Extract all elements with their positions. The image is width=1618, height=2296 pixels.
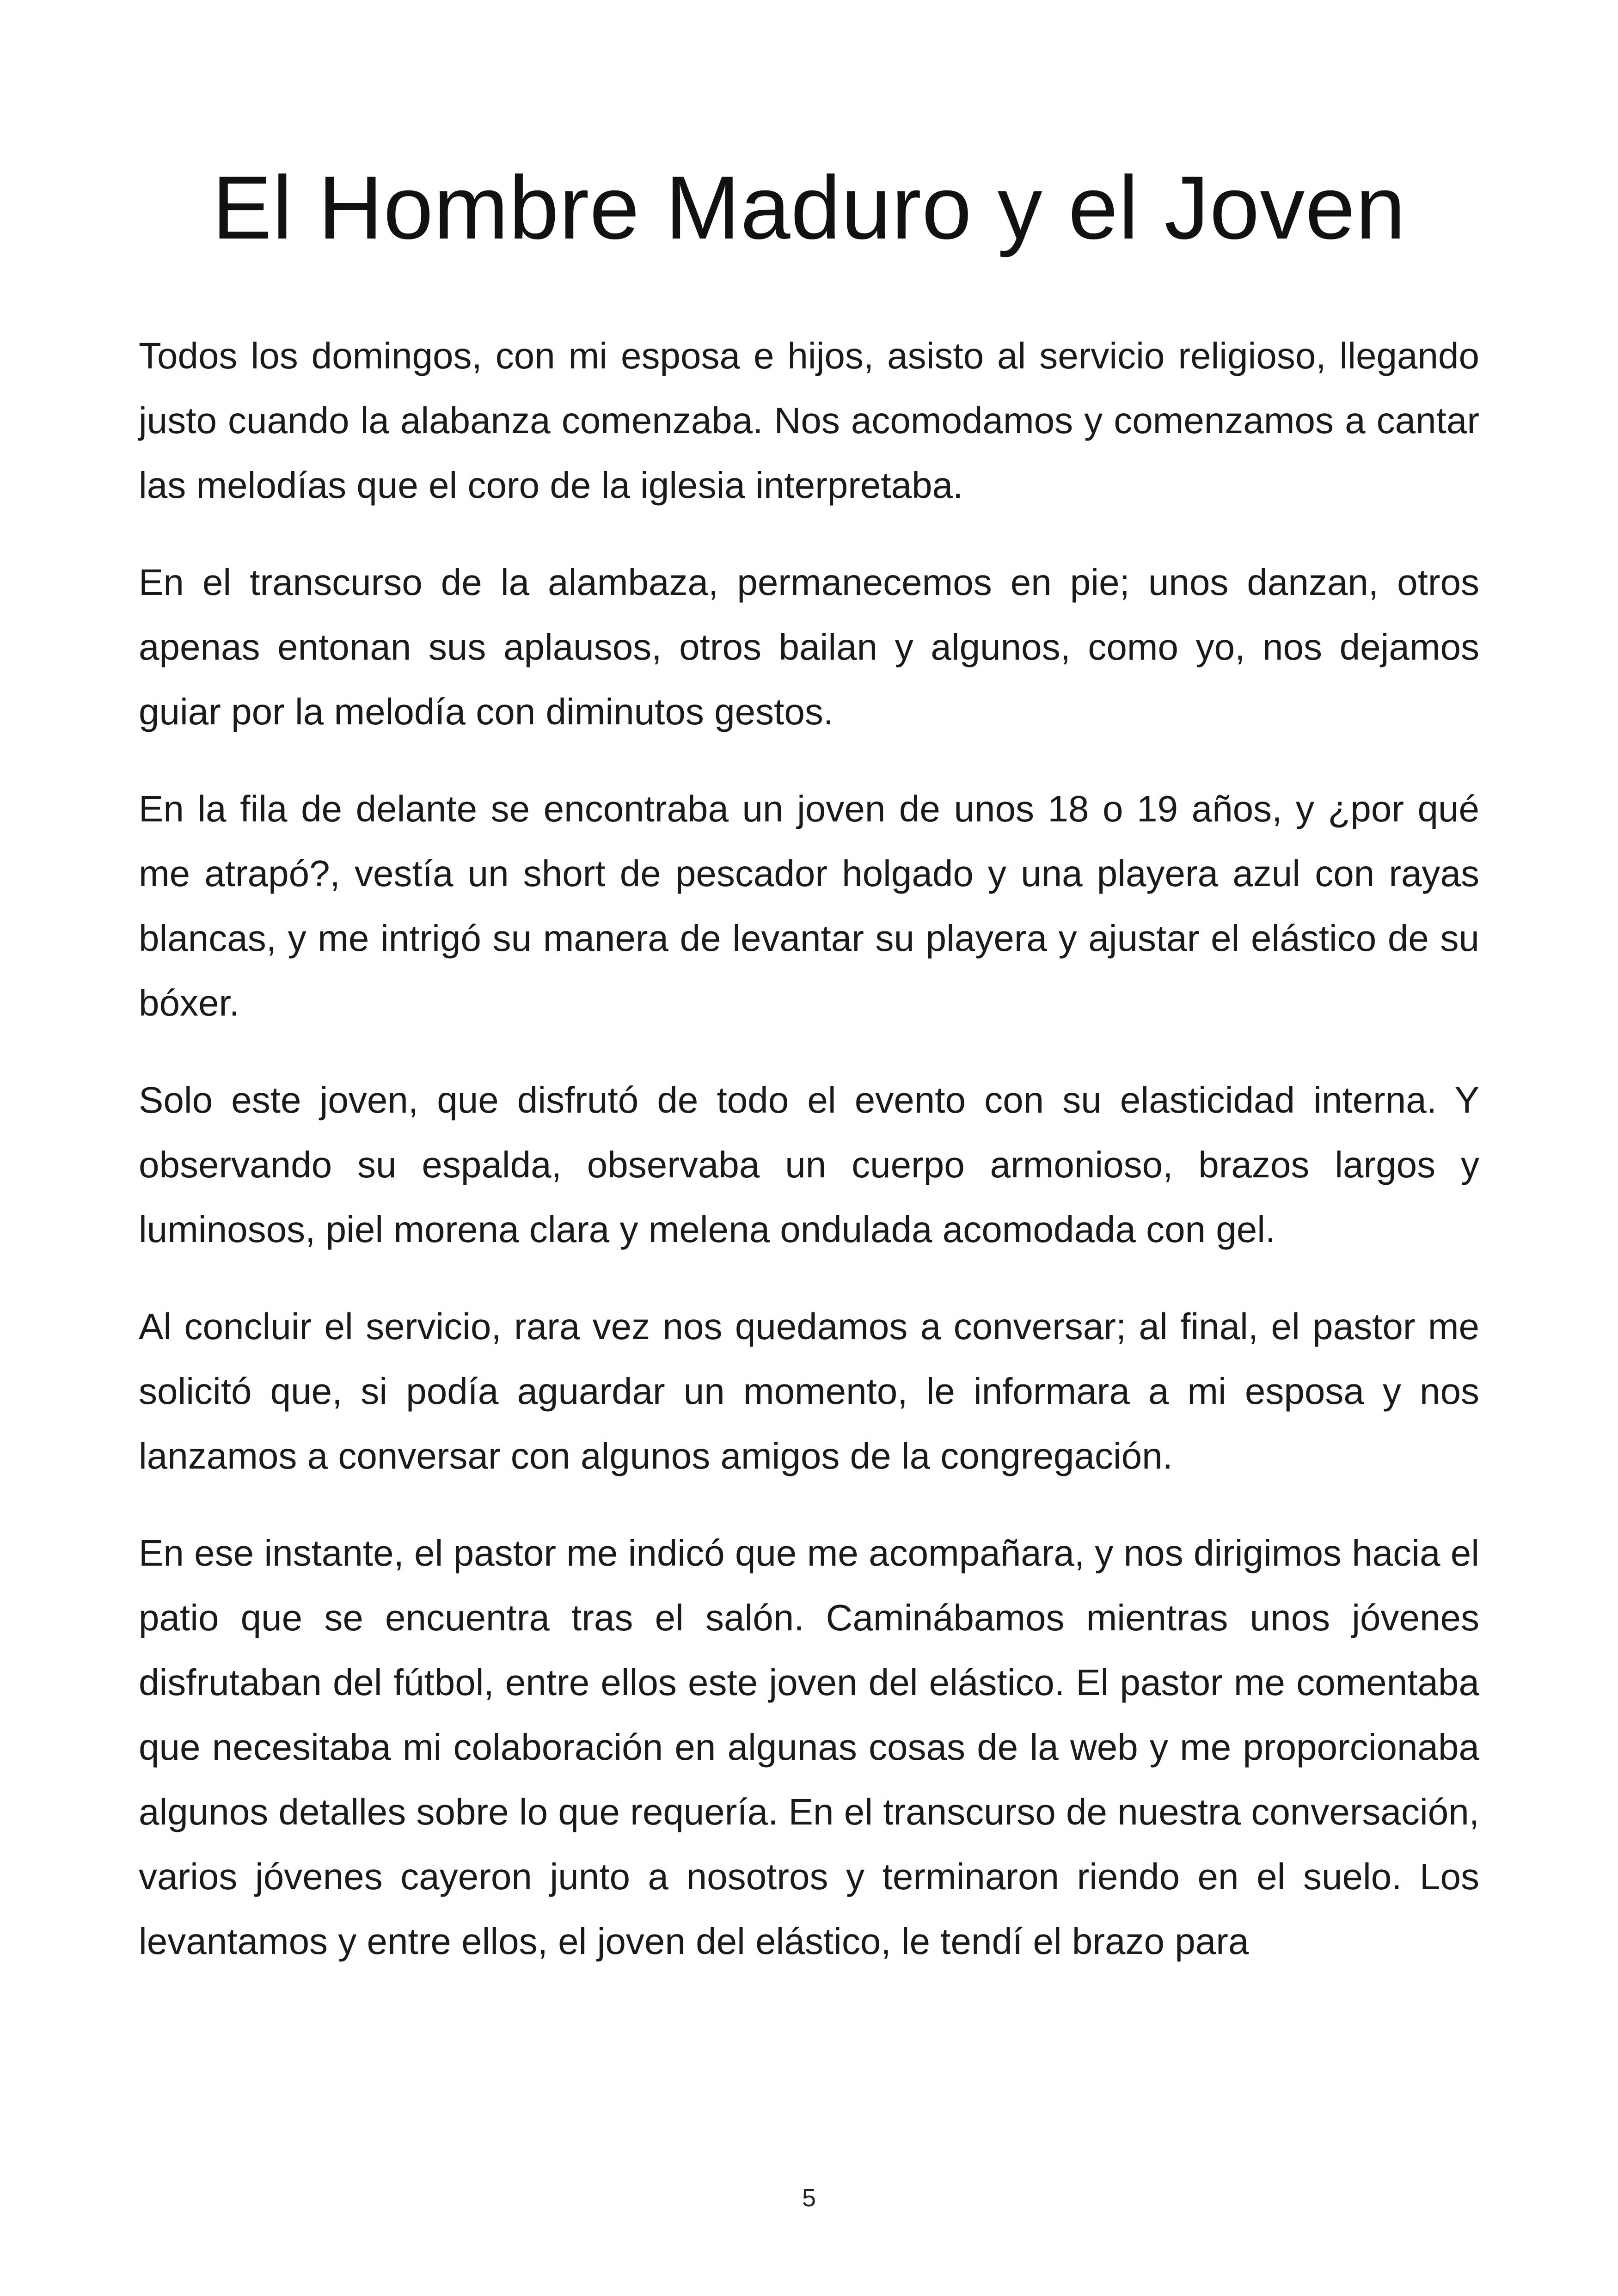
page-title: El Hombre Maduro y el Joven [212,158,1406,258]
body-text [139,324,1479,1974]
paragraph-2: En el transcurso de la alambaza, permanecemos en pie; unos danzan, otros apenas entonan sus aplausos, otros bailan y algunos, como yo, nos dejamos guiar por la melodía con diminutos gestos. [139,562,1479,732]
paragraph-3: En la fila de delante se encontraba un joven de unos 18 o 19 años, y ¿por qué me atrapó?, vestía un short de pescador holgado y una playera azul con rayas blancas, y me intrigó su manera de levantar su playera y ajustar el elástico de su bóxer. [139,788,1479,1023]
paragraph-4: Solo este joven, que disfrutó de todo el evento con su elasticidad interna. Y observando su espalda, observaba un cuerpo armonioso, brazos largos y luminosos, piel morena clara y melena ondulada acomodada con gel. [139,1079,1479,1250]
paragraph-6: En ese instante, el pastor me indicó que me acompañara, y nos dirigimos hacia el patio que se encuentra tras el salón. Caminábamos mientras unos jóvenes disfrutaban del fútbol, entre ellos este joven del elástico. El pastor me comentaba que necesitaba mi colaboración en algunas cosas de la web y me proporcionaba algunos detalles sobre lo que requería. En el transcurso de nuestra conversación, varios jóvenes cayeron junto a nosotros y terminaron riendo en el suelo. Los levantamos y entre ellos, el joven del elástico, le tendí el brazo para [139,1532,1479,1962]
paragraph-1: Todos los domingos, con mi esposa e hijos, asisto al servicio religioso, llegando justo cuando la alabanza comenzaba. Nos acomodamos y comenzamos a cantar las melodías que el coro de la iglesia interpretaba. [139,335,1479,506]
page-number: 5 [802,2184,816,2212]
paragraph-5: Al concluir el servicio, rara vez nos quedamos a conversar; al final, el pastor me solicitó que, si podía aguardar un momento, le informara a mi esposa y nos lanzamos a conversar con algunos amigos de la congregación. [139,1306,1479,1476]
